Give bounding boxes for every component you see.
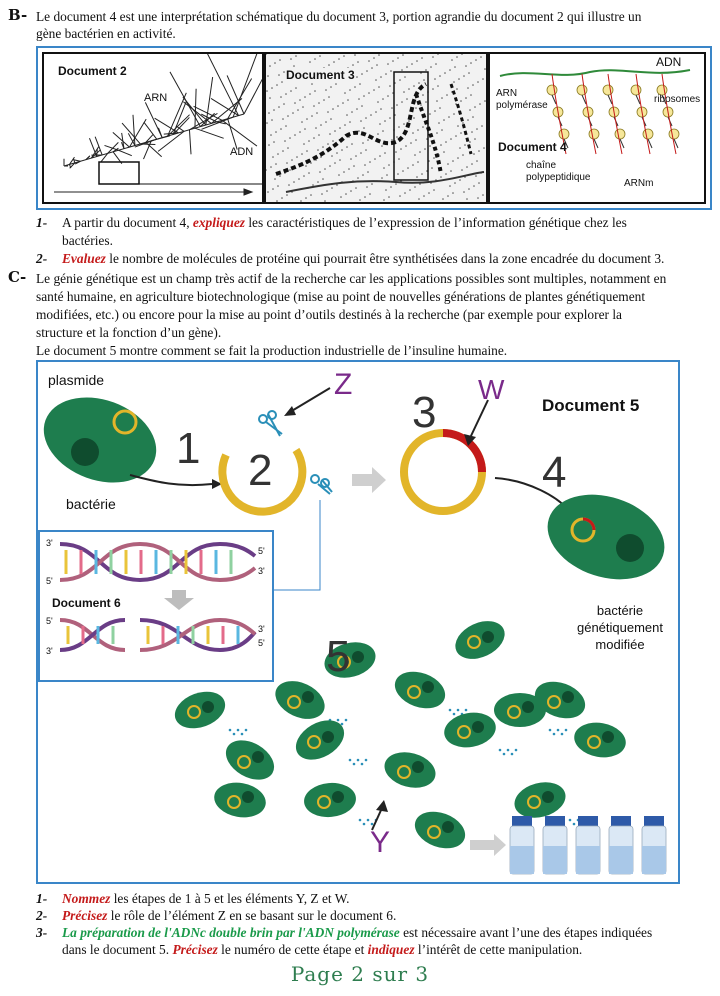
document-6-frame: [38, 530, 274, 682]
section-c-question-2: [36, 907, 396, 924]
doc6-label-3p-c: 3': [46, 646, 53, 656]
section-b-intro-2: gène bactérien en activité.: [36, 26, 176, 41]
c-q3-verb-2: indiquez: [367, 942, 415, 957]
step-2-number: 2: [248, 446, 273, 495]
chaine-line2: polypeptidique: [526, 172, 591, 183]
doc6-label-3p-a: 3': [46, 538, 53, 548]
c-q3-text-d: le numéro de cette étape et: [217, 942, 368, 957]
doc6-label-5p-a: 5': [46, 576, 53, 586]
c-q3-text-c: dans le document 5.: [62, 942, 173, 957]
element-w-label: W: [478, 374, 505, 405]
section-c-para-2: santé humaine, en agriculture biotechnologique (mise au point de nouvelles générations de plantes génétiquement: [36, 289, 646, 304]
doc6-label-5p-d: 5': [258, 638, 265, 648]
gm-bacteria-label: [560, 602, 680, 653]
section-c-para-5: Le document 5 montre comment se fait la production industrielle de l’insuline humaine.: [36, 343, 508, 358]
document-2-adn-label: ADN: [230, 146, 254, 158]
step-4-number: 4: [542, 448, 567, 497]
doc6-label-3p-b: 3': [258, 566, 265, 576]
gm-line-1: bactérie: [596, 603, 644, 618]
c-q1-verb: Nommez: [62, 891, 111, 906]
document-6-title: Document 6: [52, 596, 121, 610]
element-z-label: Z: [334, 368, 353, 401]
doc6-label-3p-d: 3': [258, 624, 265, 634]
section-c-question-3-cont: [62, 941, 582, 958]
section-c-para-1: Le génie génétique est un champ très actif de la recherche car les applications possibles sont multiples, notamment en: [36, 271, 667, 286]
q1-text-b: les caractéristiques de l’expression de l’information génétique chez les: [244, 215, 627, 230]
q1-number: 1-: [36, 215, 48, 230]
document-3-title: Document 3: [286, 68, 355, 82]
c-q2-text: le rôle de l’élément Z en se basant sur le document 6.: [107, 908, 397, 923]
c-q3-number: 3-: [36, 925, 48, 940]
c-q3-text-e: l’intérêt de cette manipulation.: [414, 942, 583, 957]
section-b-question-1-cont: bactéries.: [62, 233, 113, 248]
element-y-label: Y: [370, 826, 391, 859]
c-q1-text: les étapes de 1 à 5 et les éléments Y, Z et W.: [110, 891, 350, 906]
section-b-intro-1: Le document 4 est une interprétation schématique du document 3, portion agrandie du document 2 qui illustre un: [36, 9, 642, 24]
arn-polymerase-line2: polymérase: [496, 100, 548, 111]
section-c-question-1: [36, 890, 349, 907]
document-4-title: Document 4: [498, 140, 567, 154]
section-b-marker: B-: [8, 6, 28, 24]
doc6-label-5p-b: 5': [258, 546, 265, 556]
document-4-arnm-label: ARNm: [624, 178, 654, 189]
document-4-ribosomes-label: ribosomes: [654, 94, 701, 105]
q2-number: 2-: [36, 251, 48, 266]
page-number: Page 2 sur 3: [290, 962, 430, 986]
document-2-title: Document 2: [58, 64, 127, 78]
c-q3-green: La préparation de l'ADNc double brin par l'ADN polymérase: [62, 925, 400, 940]
bacterie-label: bactérie: [66, 496, 116, 512]
q2-text: le nombre de molécules de protéine qui pourrait être synthétisées dans la zone encadrée du document 3.: [105, 251, 665, 266]
step-3-number: 3: [412, 388, 437, 437]
plasmide-label: plasmide: [48, 372, 105, 388]
section-c-marker: C-: [8, 268, 27, 286]
c-q3-text-b: est nécessaire avant l’une des étapes indiquées: [399, 925, 653, 940]
document-2-arn-label: ARN: [144, 92, 168, 104]
c-q1-number: 1-: [36, 891, 48, 906]
gm-line-2: génétiquement: [576, 620, 663, 635]
chaine-line1: chaîne: [526, 160, 557, 171]
q1-text-a: A partir du document 4,: [62, 215, 193, 230]
gm-line-3: modifiée: [595, 637, 645, 652]
q2-verb: Evaluez: [62, 251, 106, 266]
c-q2-number: 2-: [36, 908, 48, 923]
section-c-para-4: structure et la fonction d’un gène).: [36, 325, 222, 340]
doc6-label-5p-c: 5': [46, 616, 53, 626]
q1-verb: expliquez: [192, 215, 245, 230]
section-c-para-3: modifiées, etc.) ou encore pour la mise au point d’outils destinés à la recherche (par exemple pour explorer la: [36, 307, 622, 322]
step-1-number: 1: [176, 424, 201, 473]
c-q3-verb-1: Précisez: [172, 942, 218, 957]
arn-polymerase-line1: ARN: [496, 88, 518, 99]
step-5-number: 5: [326, 632, 351, 681]
document-5-title: Document 5: [542, 396, 640, 415]
c-q2-verb: Précisez: [62, 908, 108, 923]
document-4-adn-label: ADN: [656, 55, 682, 69]
section-c-question-3: [36, 924, 652, 941]
